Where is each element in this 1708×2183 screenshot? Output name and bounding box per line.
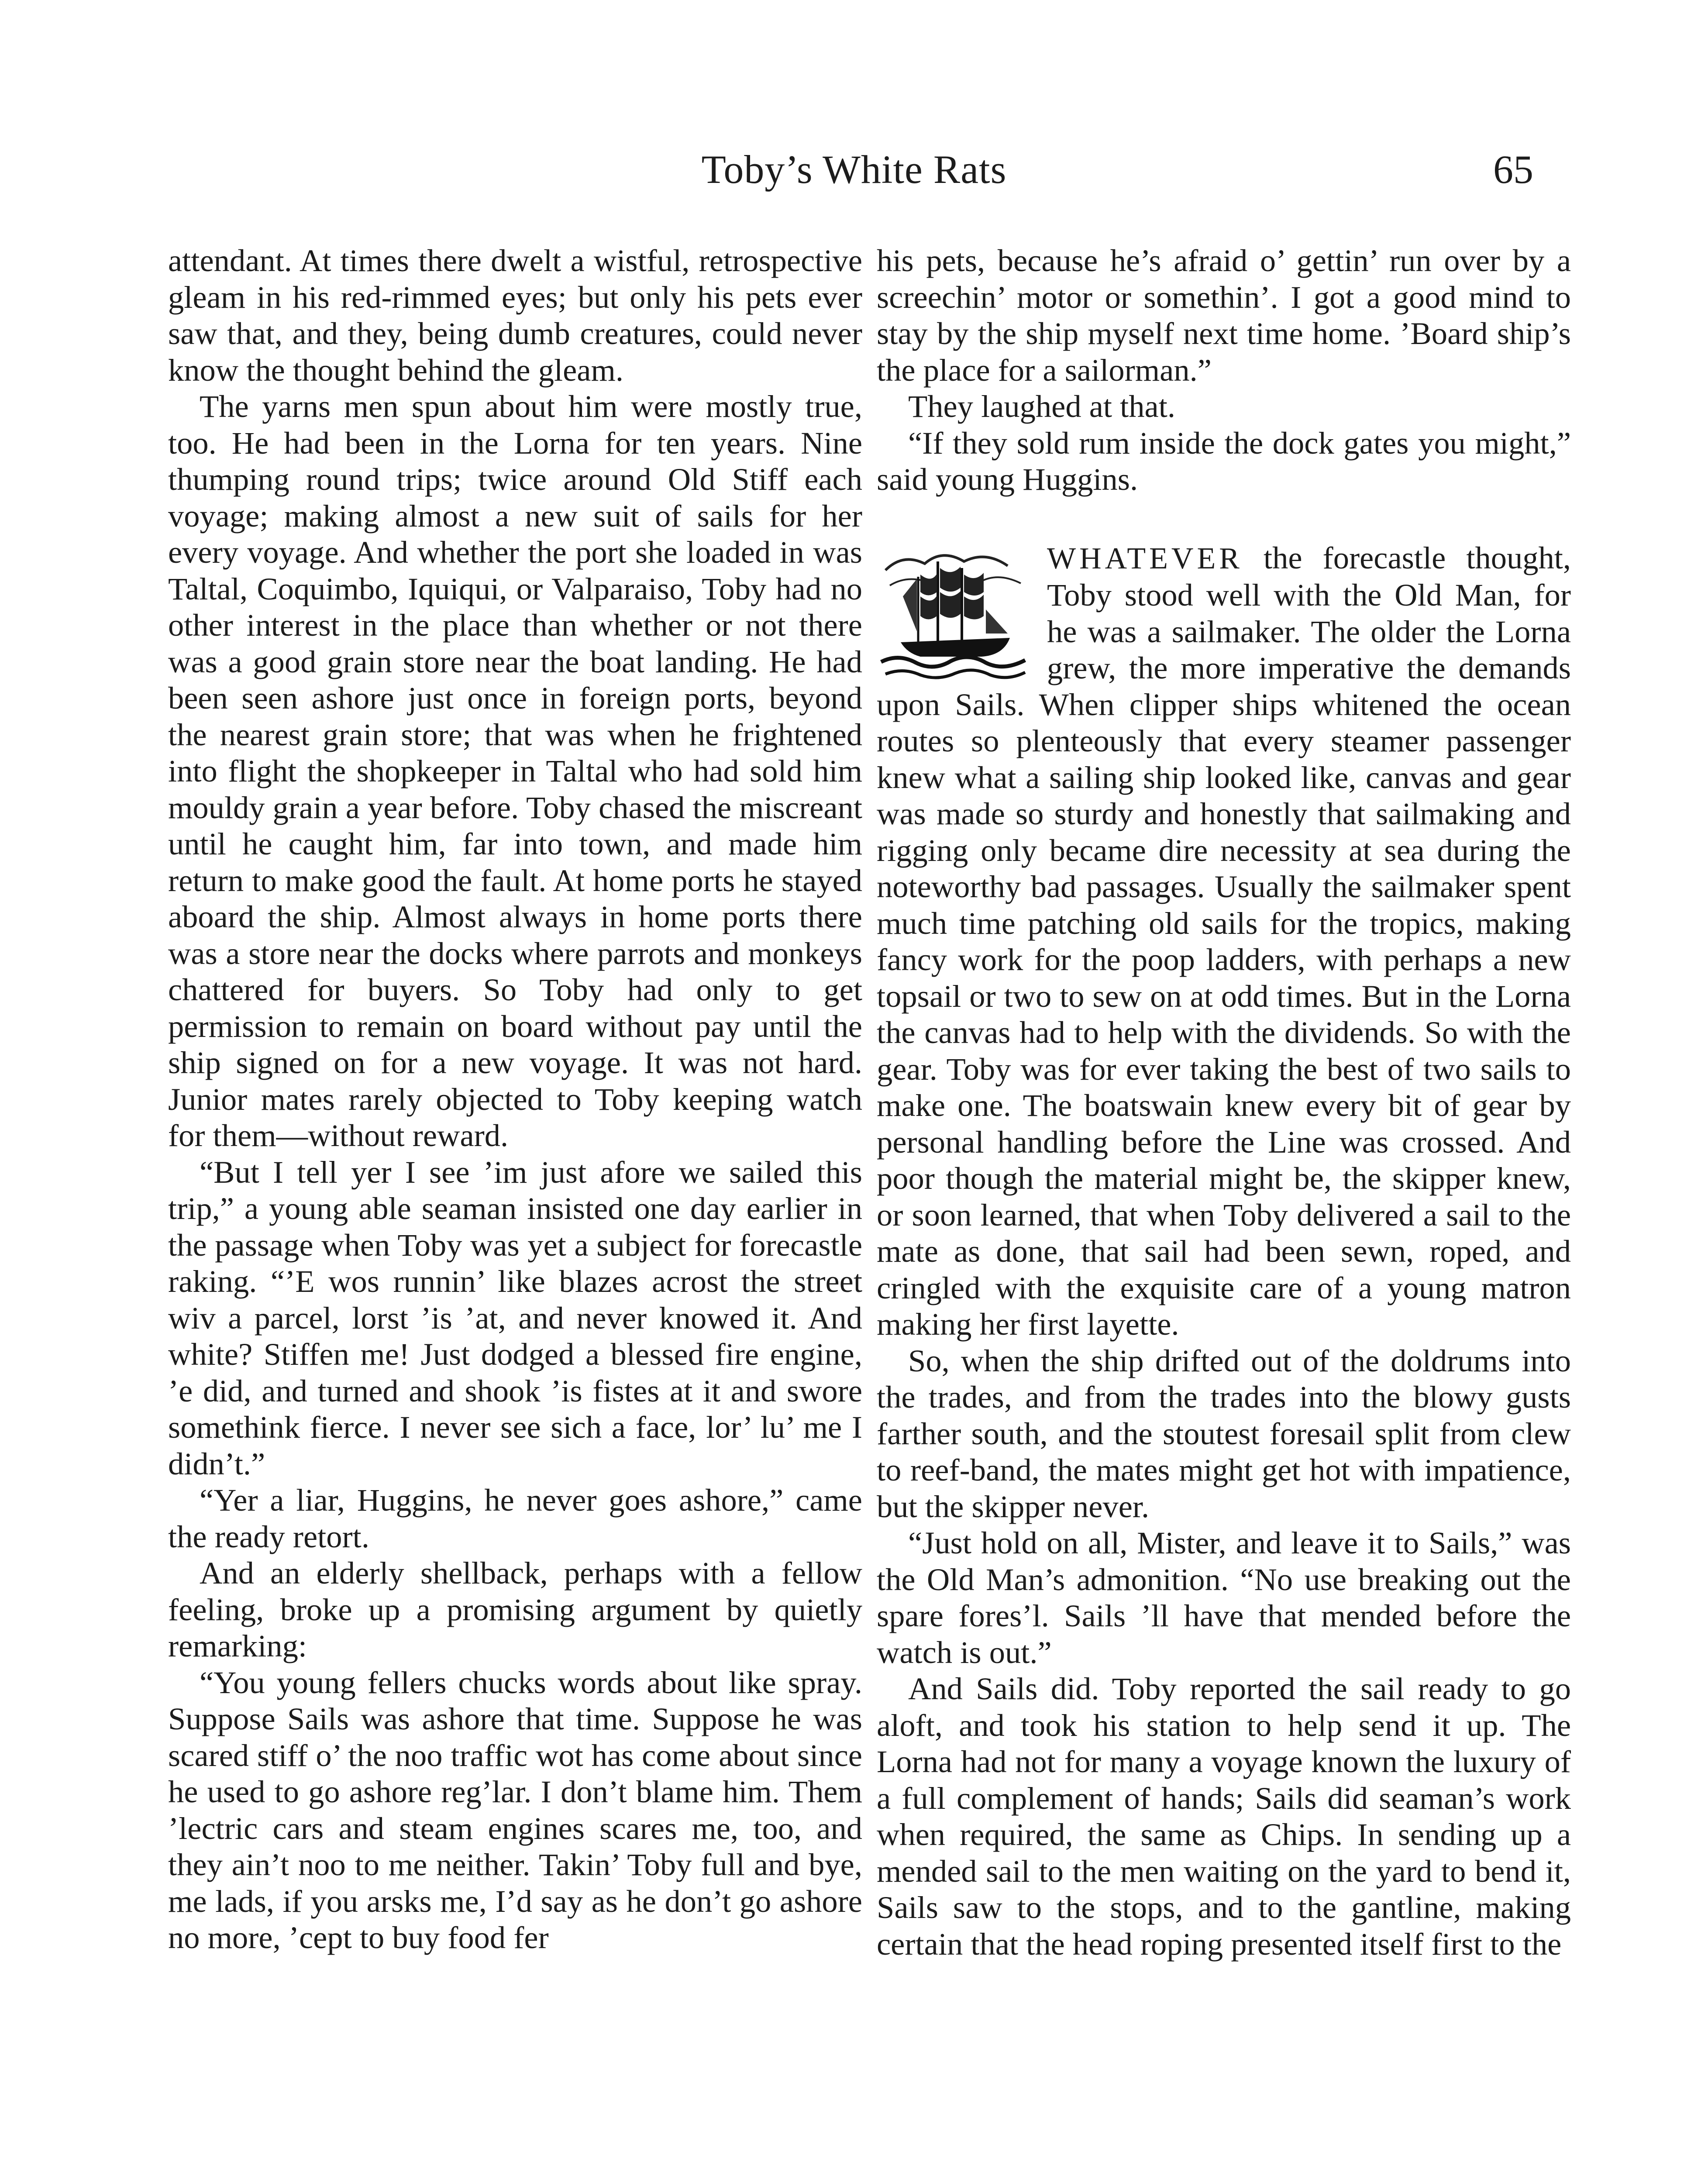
paragraph: “If they sold rum inside the dock gates you might,” said young Huggins. <box>877 425 1571 497</box>
paragraph: “Yer a liar, Huggins, he never goes ashore,” came the ready retort. <box>168 1482 862 1554</box>
paragraph: And an elderly shellback, perhaps with a fellow feeling, broke up a promising argument by quietly remarking: <box>168 1555 862 1663</box>
page-number: 65 <box>1493 147 1533 192</box>
left-column <box>168 242 862 1956</box>
paragraph-text: the forecastle thought, Toby stood well with the Old Man, for he was a sailmaker. The older the Lorna grew, the more imperative the demands upon Sails. When clipper ships whitened the ocean routes so plenteously that every steamer passenger knew what a sailing ship looked like, canvas and gear was made so sturdy and honestly that sailmaking and rigging only became dire necessity at sea during the noteworthy bad passages. Usually the sailmaker spent much time patching old sails for the tropics, making fancy work for the poop ladders, with perhaps a new topsail or two to sew on at odd times. But in the Lorna the canvas had to help with the dividends. So with the gear. Toby was for ever taking the best of two sails to make one. The boatswain knew every bit of gear by personal handling before the Line was crossed. And poor though the material might be, the skipper knew, or soon learned, that when Toby delivered a sail to the mate as done, that sail had been sewn, roped, and cringled with the exquisite care of a young matron making her first layette. <box>877 540 1571 1342</box>
paragraph: attendant. At times there dwelt a wistful, retrospective gleam in his red-rimmed eyes; but only his pets ever saw that, and they, being dumb creatures, could never know the thought behind the gleam. <box>168 243 862 388</box>
right-column <box>877 242 1571 1962</box>
ship-vignette-icon <box>877 544 1030 683</box>
paragraph: his pets, because he’s afraid o’ gettin’ run over by a screechin’ motor or somethin’. I got a good mind to stay by the ship myself next time home. ’Board ship’s the place for a sailorman.” <box>877 243 1571 388</box>
paragraph: They laughed at that. <box>908 389 1176 424</box>
paragraph: “Just hold on all, Mister, and leave it to Sails,” was the Old Man’s admonition. “No use breaking out the spare fores’l. Sails ’ll have that mended before the watch is out.” <box>877 1525 1571 1670</box>
paragraph: And Sails did. Toby reported the sail ready to go aloft, and took his station to help send it up. The Lorna had not for many a voyage known the luxury of a full complement of hands; Sails did seaman’s work when required, the same as Chips. In sending up a mended sail to the men waiting on the yard to bend it, Sails saw to the stops, and to the gantline, making certain that the head roping presented itself first to the <box>877 1671 1571 1962</box>
paragraph: The yarns men spun about him were mostly true, too. He had been in the Lorna for ten years. Nine thumping round trips; twice around Old Stiff each voyage; making almost a new suit of sails for her every voyage. And whether the port she loaded in was Taltal, Coquimbo, Iquiqui, or Valparaiso, Toby had no other interest in the place than whether or not there was a good grain store near the boat landing. He had been seen ashore just once in foreign ports, beyond the nearest grain store; that was when he frightened into flight the shopkeeper in Taltal who had sold him mouldy grain a year before. Toby chased the miscreant until he caught him, far into town, and made him return to make good the fault. At home ports he stayed aboard the ship. Almost always in home ports there was a store near the docks where parrots and monkeys chattered for buyers. So Toby had only to get permission to remain on board without pay until the ship signed on for a new voyage. It was not hard. Junior mates rarely objected to Toby keeping watch for them—without reward. <box>168 389 863 1153</box>
section-opening-paragraph <box>877 540 1571 1343</box>
paragraph: “You young fellers chucks words about like spray. Suppose Sails was ashore that time. Suppose he was scared stiff o’ the noo traffic wot has come about since he used to go ashore reg’lar. I don’t blame him. Them ’lectric cars and steam engines scares me, too, and they ain’t noo to me neither. Takin’ Toby full and bye, me lads, if you arsks me, I’d say as he don’t go ashore no more, ’cept to buy food fer <box>168 1664 862 1955</box>
paragraph: So, when the ship drifted out of the doldrums into the trades, and from the trades into the blowy gusts farther south, and the stoutest foresail split from clew to reef-band, the mates might get hot with impatience, but the skipper never. <box>877 1343 1571 1524</box>
paragraph: “But I tell yer I see ’im just afore we sailed this trip,” a young able seaman insisted one day earlier in the passage when Toby was yet a subject for forecastle raking. “’E wos runnin’ like blazes acrost the street wiv a parcel, lorst ’is ’at, and never knowed it. And white? Stiffen me! Just dodged a blessed fire engine, ’e did, and turned and shook ’is fistes at it and swore somethink fierce. I never see sich a face, lor’ lu’ me I didn’t.” <box>168 1154 862 1481</box>
running-title: Toby’s White Rats <box>701 147 1007 192</box>
section-lead-word: WHATEVER <box>1047 541 1243 575</box>
